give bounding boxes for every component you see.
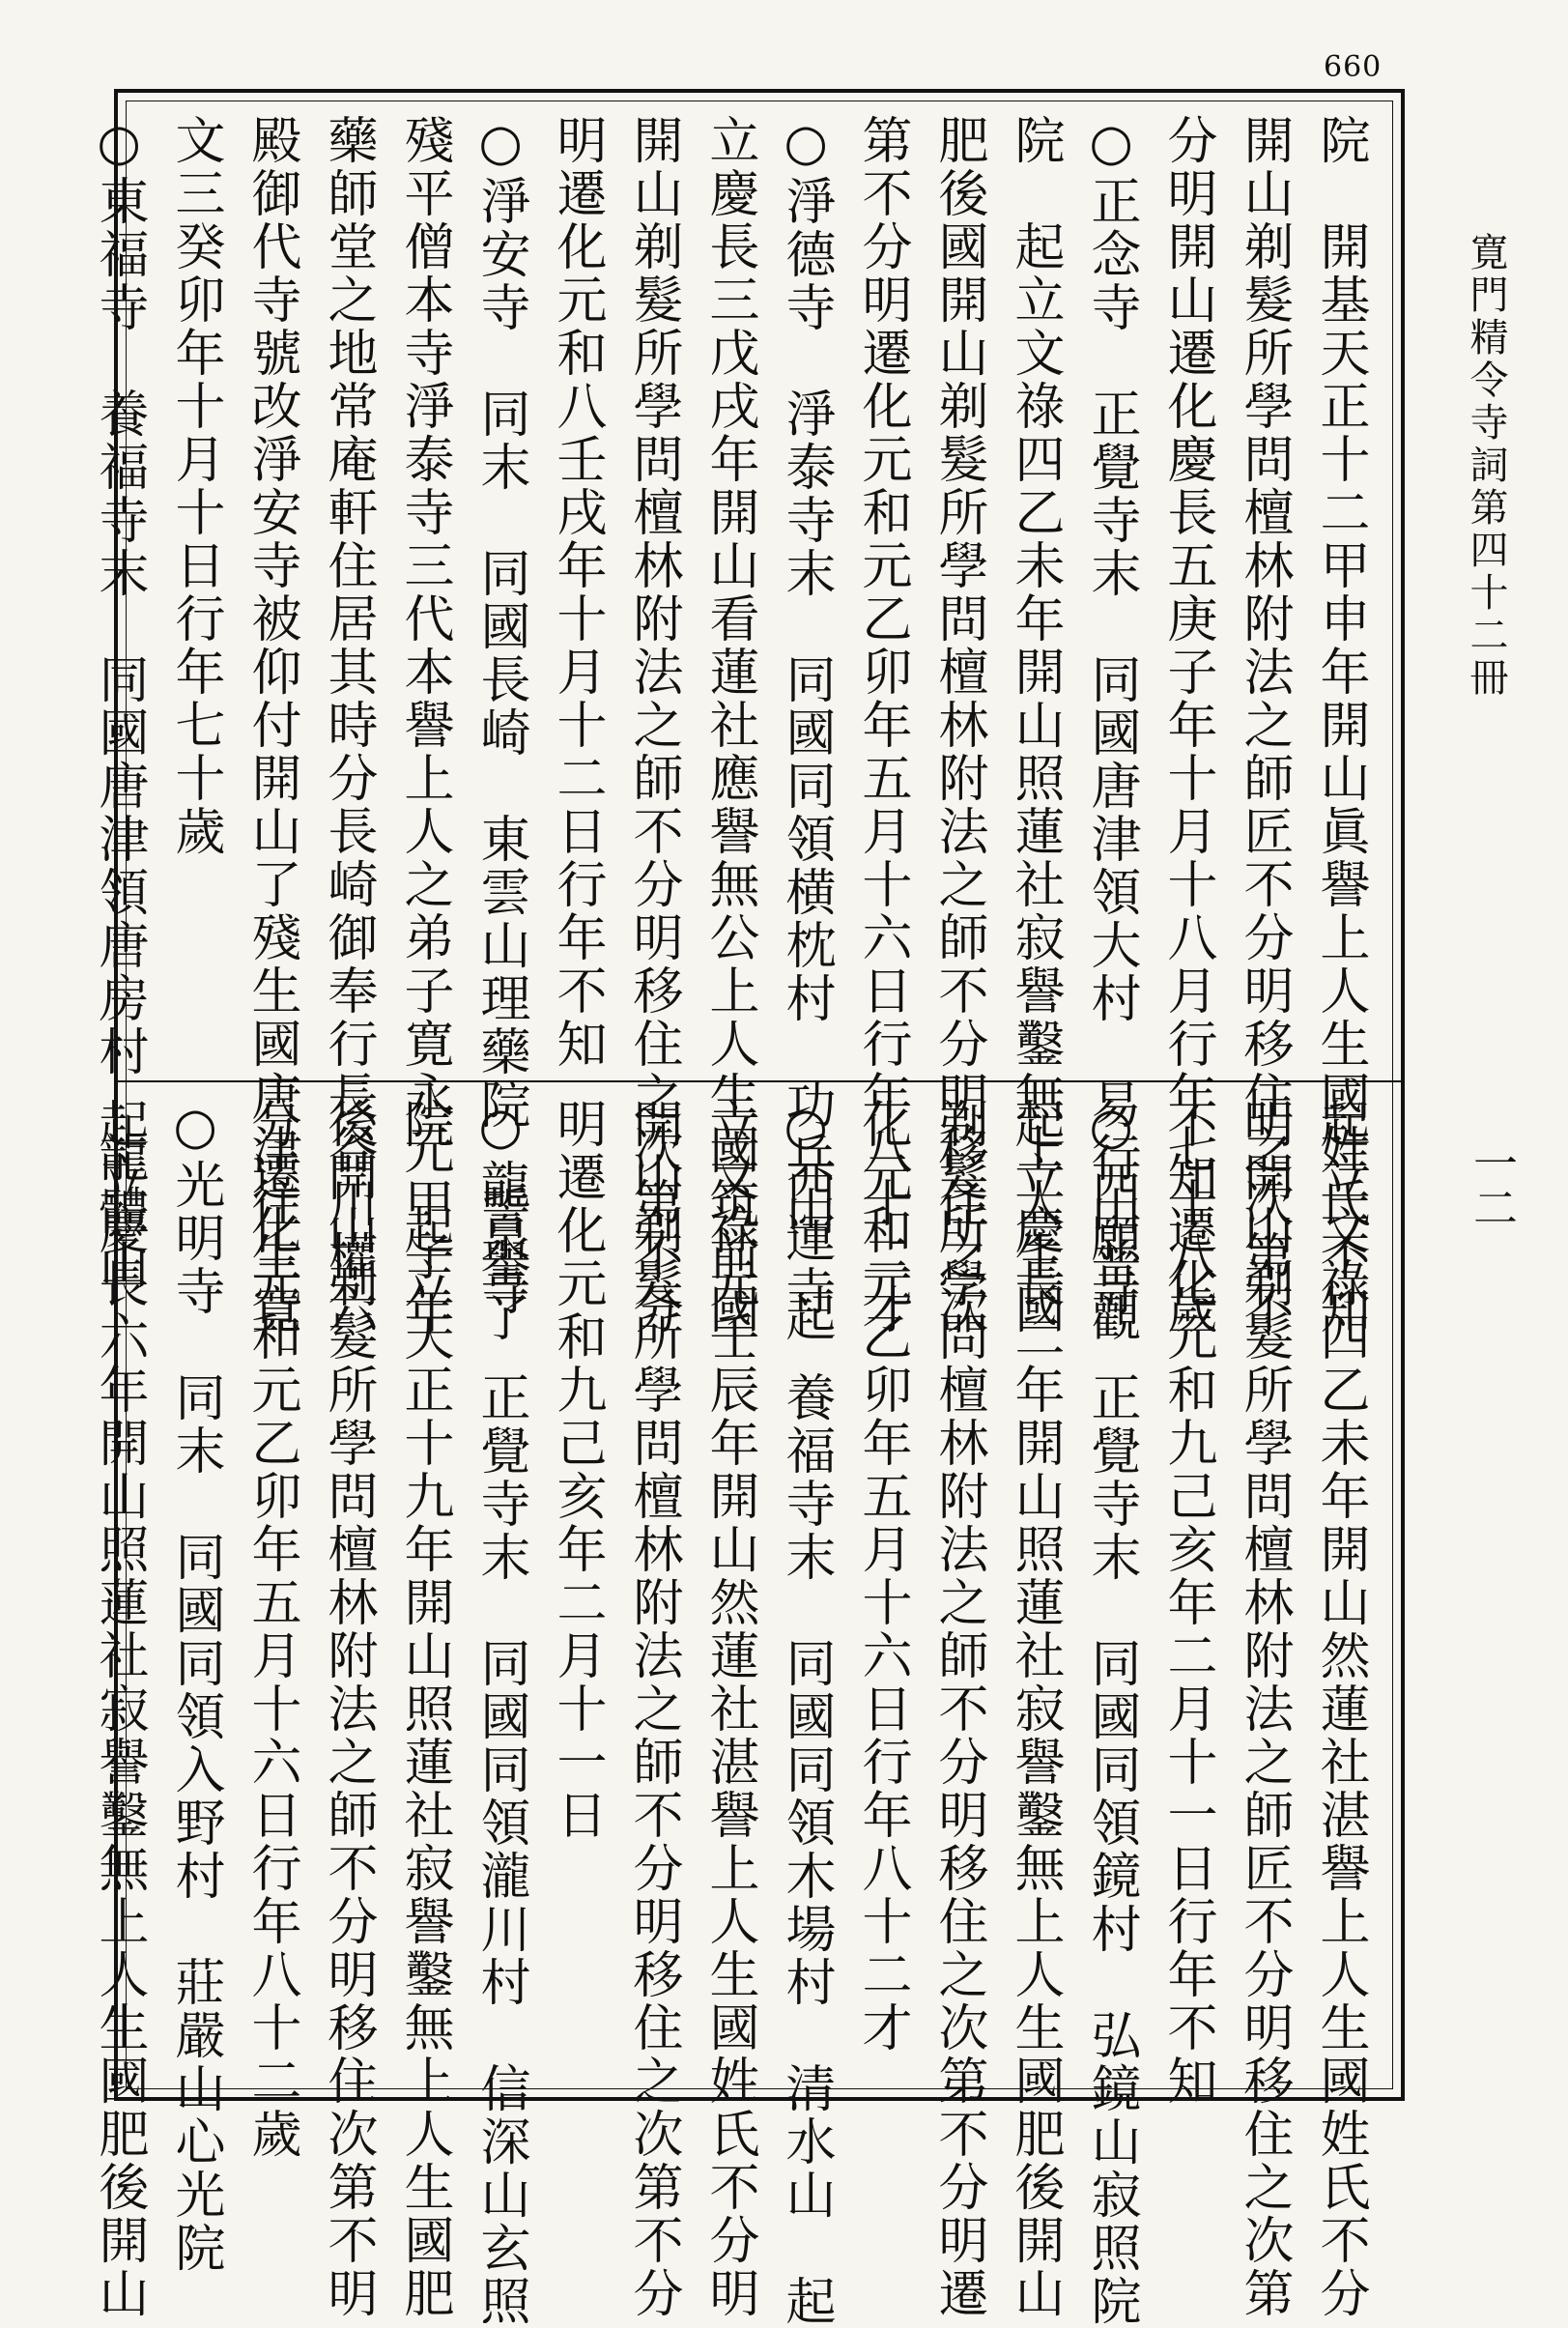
text-column: 明遷化元和九己亥年二月十一日 <box>548 1098 606 1842</box>
text-column: 院 開基天正十二甲申年開山眞譽上人生國姓氏不知 <box>1311 114 1369 1336</box>
text-column: 化元和元乙卯年五月十六日行年八十二才 <box>853 1098 911 2055</box>
text-column: 殿御代寺號改淨安寺被仰付開山了殘生國唐津往生寛 <box>242 114 300 1336</box>
text-column: 肥後國開山剃髮所學問檀林附法之師不分明移住之次 <box>929 114 987 1336</box>
text-column: ○東福寺 養福寺末 同國唐津領唐房村 龍體山 <box>90 114 148 1291</box>
text-column: 起立慶長六年開山照蓮社寂譽鑿無上人生國肥後開山 <box>90 1098 148 2320</box>
text-column: ○淨德寺 淨泰寺末 同國同領横枕村 功兵山 起 <box>777 114 835 1344</box>
text-column: ○正念寺 正覺寺末 同國唐津領大村 易行山普觀 <box>1082 114 1140 1344</box>
folio-number: 一二 <box>1467 1140 1519 1229</box>
lower-register <box>90 1098 1378 2328</box>
text-column: ○龍泉寺 正覺寺末 同國同領瀧川村 信深山玄照 <box>471 1098 529 2328</box>
text-column: 剃髮所學問檀林附法之師不分明移住之次第不分明遷 <box>929 1098 987 2320</box>
text-column: ○淨安寺 同末 同國長崎 東雲山理藥院 誓譽了 <box>471 114 529 1344</box>
text-column: 院 起立文祿四乙未年開山照蓮社寂譽鑿無上人生國 <box>1006 114 1064 1336</box>
text-column: 開山剃髮所學問檀林附法之師不分明移住之次第不分 <box>624 1098 682 2320</box>
running-header: 寛門精令寺詞第四十二冊 <box>1464 232 1508 700</box>
text-column: 開山剃髮所學問檀林附法之師匠不分明移住之次第不 <box>1235 114 1293 1336</box>
page-number: 660 <box>1324 50 1383 84</box>
text-column: 第不分明遷化元和元乙卯年五月十六日行年八十二才 <box>853 114 911 1336</box>
text-column: 文三癸卯年十月十日行年七十歲 <box>166 114 224 858</box>
text-column: 立文祿元壬辰年開山然蓮社湛譽上人生國姓氏不分明 <box>700 1098 758 2320</box>
text-column: 不知遷化元和九己亥年二月十一日行年不知 <box>1158 1098 1216 2108</box>
text-column: 分遷化元和元乙卯年五月十六日行年八十二歲 <box>242 1098 300 2161</box>
text-column: 明遷化元和八壬戌年十月十二日行年不知 <box>548 114 606 1071</box>
text-column: 明開山剃髮所學問檀林附法之師匠不分明移住之次第 <box>1235 1098 1293 2320</box>
text-column: 後開山剃髮所學問檀林附法之師不分明移住次第不明 <box>319 1098 377 2320</box>
page-frame <box>90 89 1405 2328</box>
text-column: 起立文祿四乙未年開山然蓮社湛譽上人生國姓氏不分 <box>1311 1098 1369 2320</box>
text-column: 院 起立天正十九年開山照蓮社寂譽鑿無上人生國肥 <box>395 1098 453 2320</box>
text-column: 藥師堂之地常庵軒住居其時分長崎御奉行長谷川權六 <box>319 114 377 1336</box>
text-column: 開山剃髮所學問檀林附法之師不分明移住之次第不分 <box>624 114 682 1336</box>
text-column: ○光明寺 同末 同國同領入野村 莊嚴山心光院 <box>166 1098 224 2275</box>
text-column: 殘平僧本寺淨泰寺三代本譽上人之弟子寛永元甲子年 <box>395 114 453 1336</box>
upper-register <box>90 114 1378 1344</box>
text-column: ○西願寺 正覺寺末 同國同領鏡村 弘鏡山寂照院 <box>1082 1098 1140 2328</box>
text-column: ○西運寺 養福寺末 同國同領木場村 清水山 起 <box>777 1098 835 2328</box>
text-column: 起立慶長二年開山照蓮社寂譽鑿無上人生國肥後開山 <box>1006 1098 1064 2320</box>
text-column: 立慶長三戊戌年開山看蓮社應譽無公上人生國筑前國 <box>700 114 758 1336</box>
text-column: 分明開山遷化慶長五庚子年十月十八月行年七十八歲 <box>1158 114 1216 1336</box>
